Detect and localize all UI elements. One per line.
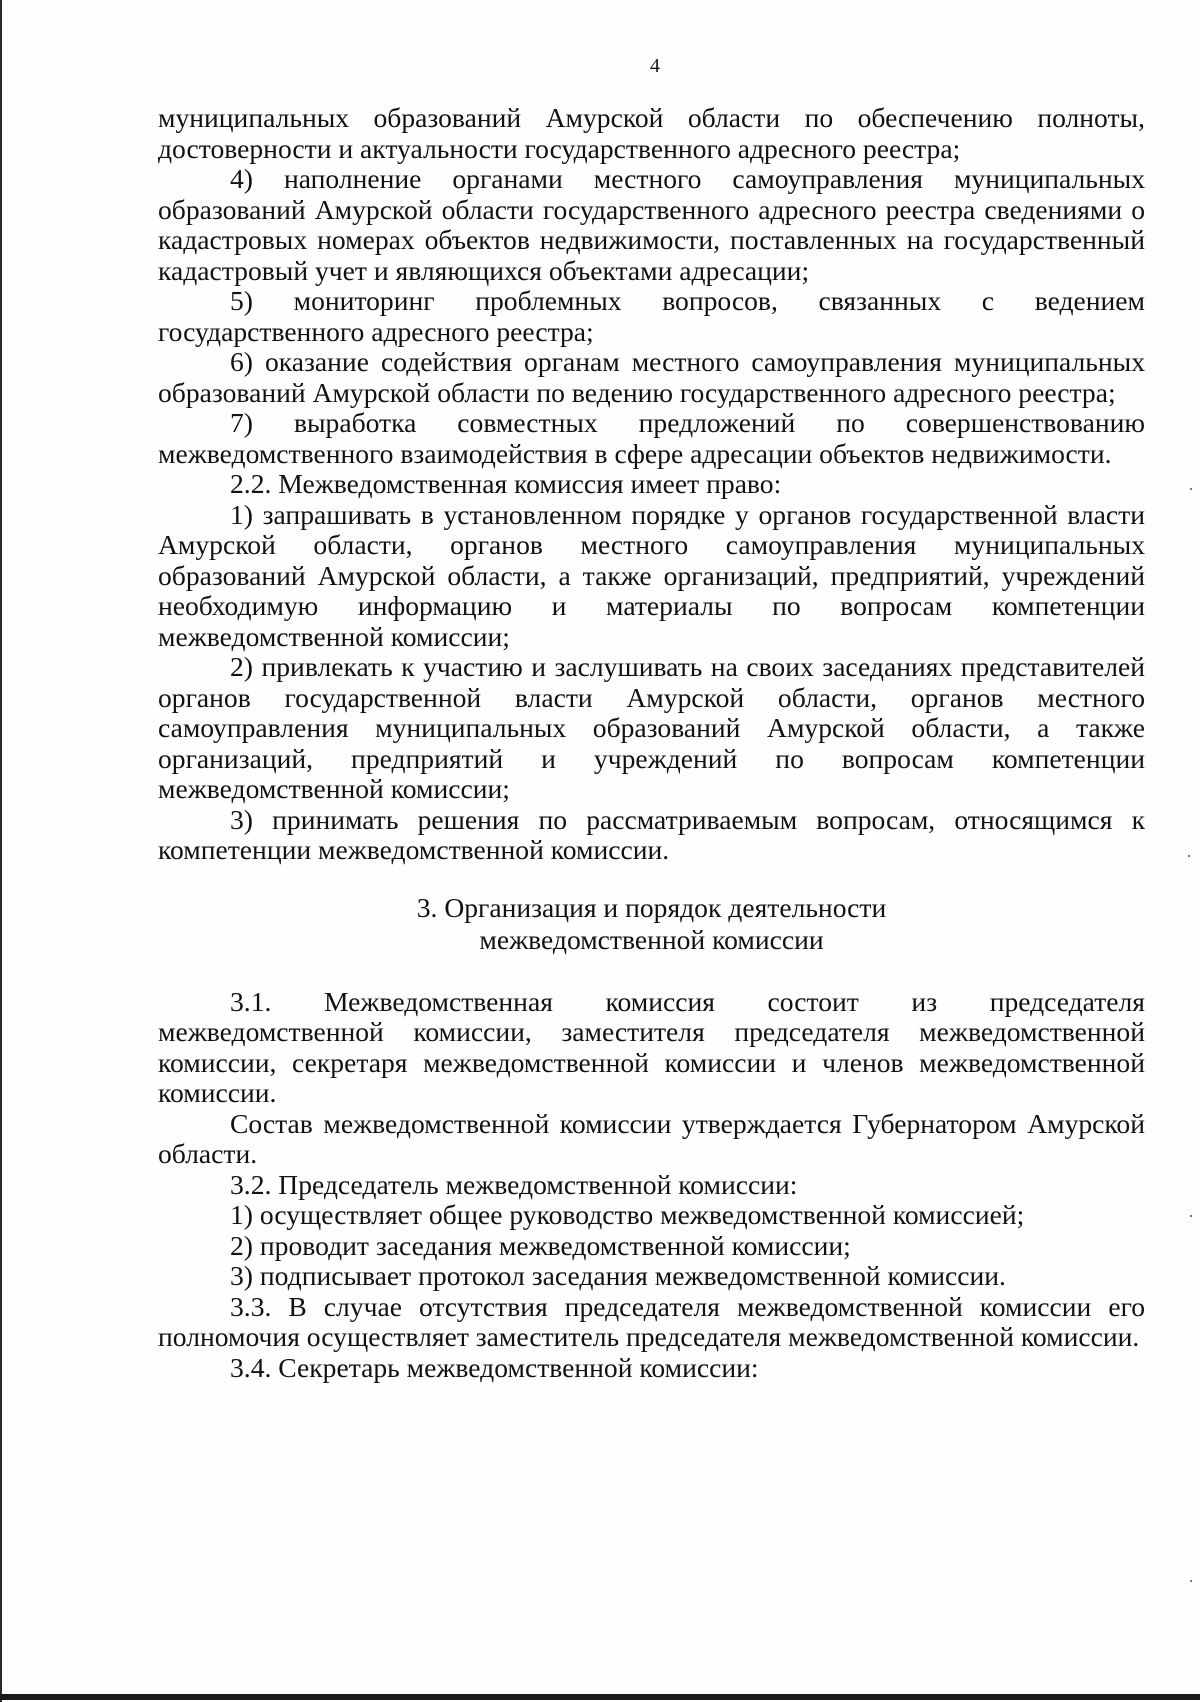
paragraph-item-7: 7) выработка совместных предложений по совершенствованию межведомственного взаимодействия в сфере адресации объектов недвижимости. xyxy=(158,407,1145,469)
paragraph-chair-duty-2: 2) проводит заседания межведомственной комиссии; xyxy=(230,1229,851,1261)
paragraph-3-4: 3.4. Секретарь межведомственной комиссии: xyxy=(230,1351,759,1383)
paragraph-item-4: 4) наполнение органами местного самоуправления муниципальных образований Амурской области государственного адресного реестра сведениями о кадастровых номерах объектов недвижимости, поставленных на государственный кадастровый учет и являющихся объектами адресации; xyxy=(158,163,1145,286)
paragraph-chair-duty-1: 1) осуществляет общее руководство межведомственной комиссией; xyxy=(230,1199,1025,1230)
document-body xyxy=(158,103,1145,1383)
paragraph-3-1: 3.1. Межведомственная комиссия состоит из председателя межведомственной комиссии, заместителя председателя межведомственной комиссии, секретаря межведомственной комиссии и членов межведомственной комиссии. xyxy=(158,985,1145,1108)
paragraph-right-1: 1) запрашивать в установленном порядке у органов государственной власти Амурской области, органов местного самоуправления муниципальных образований Амурской области, а также организаций, предприятий, учреждений необходимую информацию и материалы по вопросам компетенции межведомственной комиссии; xyxy=(158,498,1145,652)
section-3-heading-line-1: 3. Организация и порядок деятельности xyxy=(416,891,887,923)
paragraph-2-2: 2.2. Межведомственная комиссия имеет право: xyxy=(230,468,782,499)
paragraph-item-6: 6) оказание содействия органам местного самоуправления муниципальных образований Амурской области по ведению государственного адресного реестра; xyxy=(158,346,1145,408)
paragraph-right-3: 3) принимать решения по рассматриваемым вопросам, относящимся к компетенции межведомственной комиссии. xyxy=(158,803,1145,865)
paragraph-chair-duty-3: 3) подписывает протокол заседания межведомственной комиссии. xyxy=(230,1260,1006,1291)
section-3-heading xyxy=(158,892,1145,956)
scan-artifact-mark xyxy=(1190,1580,1192,1582)
section-3-heading-line-2: межведомственной комиссии xyxy=(479,923,824,955)
paragraph-composition: Состав межведомственной комиссии утверждается Губернатором Амурской области. xyxy=(158,1107,1145,1169)
paragraph-continuation: муниципальных образований Амурской области по обеспечению полноты, достоверности и актуальности государственного адресного реестра; xyxy=(158,102,1145,164)
scan-bottom-edge xyxy=(0,1694,1200,1700)
page-number: 4 xyxy=(650,55,660,77)
paragraph-right-2: 2) привлекать к участию и заслушивать на своих заседаниях представителей органов государственной власти Амурской области, органов местного самоуправления муниципальных образований Амурской области, а также организаций, предприятий и учреждений по вопросам компетенции межведомственной комиссии; xyxy=(158,651,1145,804)
scan-artifact-mark xyxy=(1190,488,1192,490)
paragraph-3-3: 3.3. В случае отсутствия председателя межведомственной комиссии его полномочия осуществляет заместитель председателя межведомственной комиссии. xyxy=(158,1290,1145,1352)
scan-artifact-mark xyxy=(1190,1215,1192,1217)
paragraph-3-2: 3.2. Председатель межведомственной комиссии: xyxy=(230,1168,798,1200)
paragraph-item-5: 5) мониторинг проблемных вопросов, связанных с ведением государственного адресного реестра; xyxy=(158,285,1145,347)
scan-artifact-mark xyxy=(1188,855,1190,857)
scan-left-edge xyxy=(0,0,2,1702)
